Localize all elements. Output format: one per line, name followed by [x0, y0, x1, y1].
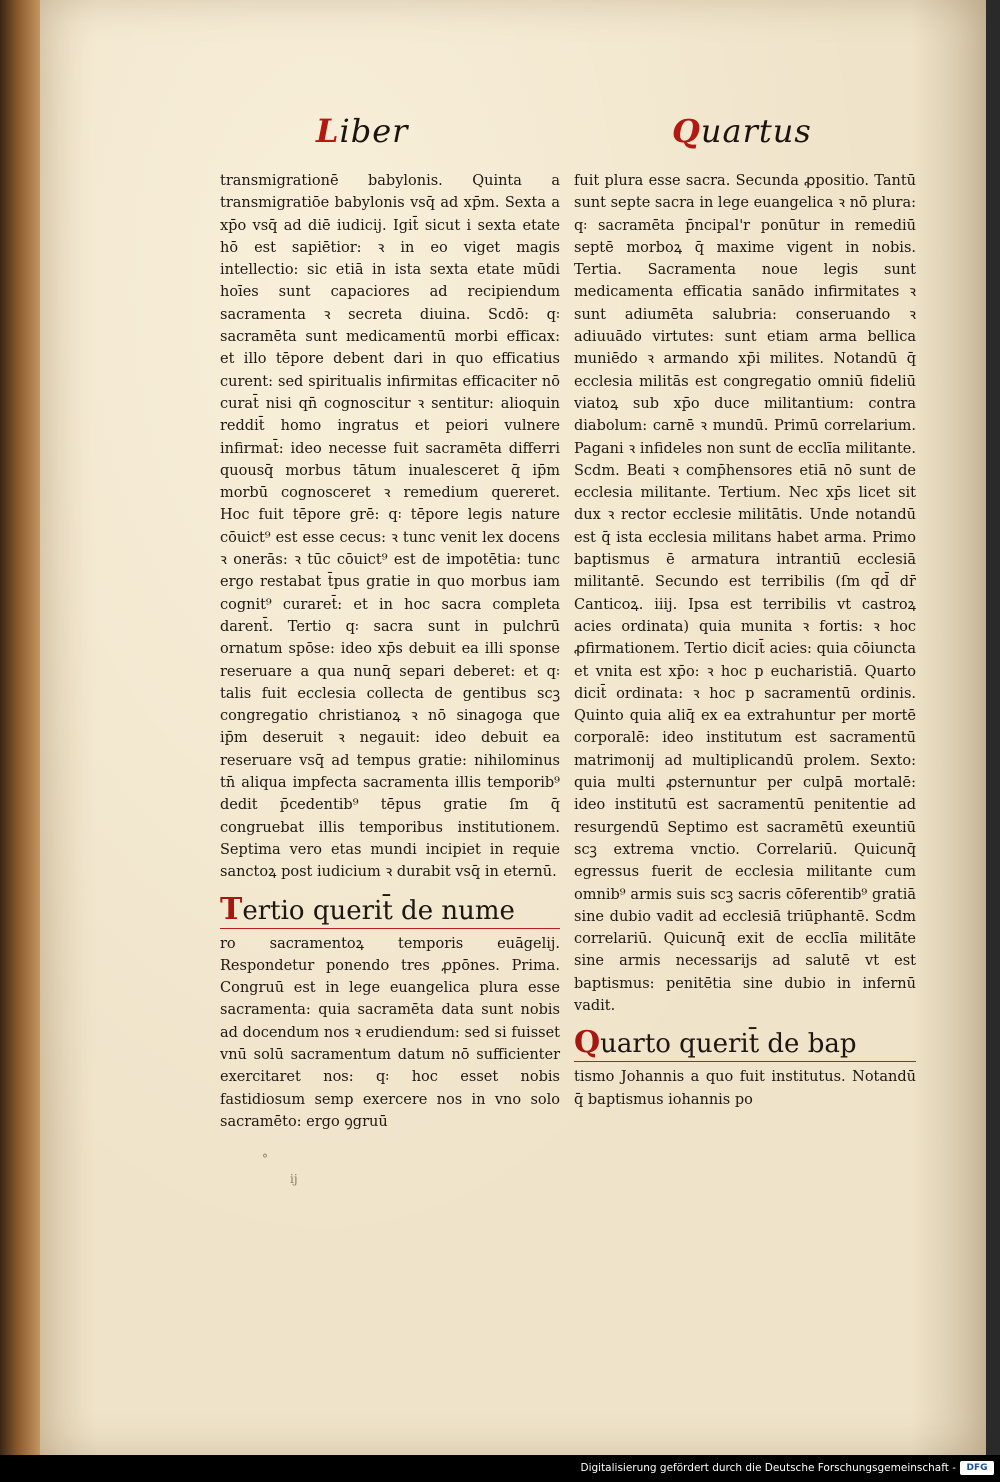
- right-column-body-bottom: tismo Johannis a quo fuit institutus. Notandū q̄ baptismus iohannis po: [574, 1069, 916, 1108]
- running-head-right-text: uartus: [700, 112, 812, 150]
- section-heading-quarto: [574, 1027, 916, 1062]
- running-head-right: [672, 112, 812, 150]
- section-heading-tertio: [220, 894, 560, 929]
- margin-mark-1: °: [262, 1152, 268, 1166]
- book-spine-edge: [0, 0, 40, 1455]
- section-heading-quarto-text: Quarto querit̄ de bap: [574, 1027, 857, 1061]
- text-column-left: [220, 170, 560, 1133]
- running-head-left: [316, 112, 408, 150]
- section-heading-tertio-text: Tertio querit̄ de nume: [220, 893, 515, 927]
- running-head-left-text: iber: [339, 112, 409, 150]
- dfg-logo-icon: DFG: [960, 1461, 994, 1475]
- left-column-body-bottom: ro sacramentoꝝ temporis euāgelij. Respondetur ponendo tres ꝓpōnes. Prima. Congruū est in lege euangelica plura esse sacramenta: quia sacramēta data sunt nobis ad docendum nos ꝛ erudiendum: sed si fuisset vnū solū sacramentum datum nō sufficienter exercitaret nos: q꞉ hoc esset nobis fastidiosum semp exercere nos in vno solo sacramēto: ergo ꝯgruū: [220, 935, 560, 1130]
- scan-border: [986, 0, 1000, 1455]
- footer-credit: Digitalisierung gefördert durch die Deutsche Forschungsgemeinschaft -: [580, 1462, 956, 1474]
- running-head-right-initial: Q: [672, 112, 701, 150]
- margin-mark-2: ij: [290, 1172, 298, 1186]
- left-column-body-top: transmigrationē babylonis. Quinta a transmigratiōe babylonis vsq̄ ad xp̄m. Sexta a xp̄o vsq̄ ad diē iudicij. Igit̄ sicut i sexta etate hō est sapiētior: ꝛ in eo viget magis intellectio: sic etiā in ista sexta etate mūdi hoīes sunt capaciores ad recipiendum sacramenta ꝛ secreta diuina. Scdō: q꞉ sacramēta sunt medicamentū morbi efficax: et illo tēpore debent dari in quo efficatius curent: sed spiritualis infirmitas efficaciter nō curat̄ nisi qn̄ cognoscitur ꝛ sentitur: alioquin reddit̄ homo ingratus et peiori vulnere infirmat̄: ideo necesse fuit sacramēta differri quousq̄ morbus tātum inualesceret q̄ ip̄m morbū cognosceret ꝛ remedium quereret. Hoc fuit tēpore grē: q꞉ tēpore legis nature cōuict⁹ est esse cecus: ꝛ tunc venit lex docens ꝛ onerās: ꝛ tūc cōuict⁹ est de impotētia: tunc ergo restabat t̄pus gratie in quo morbus iam cognit⁹ curaret̄: et in hoc sacra completa darent̄. Tertio q꞉ sacra sunt in pulchrū ornatum spōse: ideo xp̄s debuit ea illi sponse reseruare a qua nunq̄ separi deberet: et q꞉ talis fuit ecclesia collecta de gentibus scꝫ congregatio christianoꝝ ꝛ nō sinagoga que ip̄m deseruit ꝛ negauit: ideo debuit ea reseruare vsq̄ ad tempus gratie: nihilominus tn̄ aliqua impfecta sacramenta illis temporib⁹ dedit p̄cedentib⁹ tēpus gratie ſm q̄ congruebat illis temporibus institutionem. Septima vero etas mundi incipiet in requie sanctoꝝ post iudicium ꝛ durabit vsq̄ in eternū.: [220, 173, 560, 881]
- running-head-left-initial: L: [316, 112, 340, 150]
- text-column-right: [574, 170, 916, 1111]
- right-column-body-top: fuit plura esse sacra. Secunda ꝓpositio. Tantū sunt septe sacra in lege euangelica ꝛ nō plura: q꞉ sacramēta p̄ncipal'r ponūtur in remediū septē morboꝝ q̄ maxime vigent in nobis. Tertia. Sacramenta noue legis sunt medicamenta efficatia sanādo infirmitates ꝛ sunt adiumēta salubria: conseruando ꝛ adiuuādo virtutes: sunt etiam arma bellica muniēdo ꝛ armando xp̄i milites. Notandū q̄ ecclesia militās est congregatio omniū fideliū viatoꝝ sub xp̄o duce militantium: contra diabolum: carnē ꝛ mundū. Primū correlarium. Pagani ꝛ infideles non sunt de ecclīa militante. Scdm. Beati ꝛ comp̄hensores etiā nō sunt de ecclesia militante. Tertium. Nec xp̄s licet sit dux ꝛ rector ecclesie militātis. Unde notandū est q̄ ista ecclesia militans habet arma. Primo baptismus ē armatura intrantiū ecclesiā militantē. Secundo est terribilis (ſm qd̄ dr̄ Canticoꝝ. iiij. Ipsa est terribilis vt castroꝝ acies ordinata) quia munita ꝛ fortis: ꝛ hoc ꝓfirmationem. Tertio dicit̄ acies: quia cōiuncta et vnita est xp̄o: ꝛ hoc p eucharistiā. Quarto dicit̄ ordinata: ꝛ hoc p sacramentū ordinis. Quinto quia aliq̄ ex ea extrahuntur per mortē corporalē: ideo institutum est sacramentū matrimonij ad multiplicandū prolem. Sexto: quia multi ꝓsternuntur per culpā mortalē: ideo institutū est sacramentū penitentie ad resurgendū Septimo est sacramētū exeuntiū scꝫ extrema vnctio. Correlariū. Quicunq̄ egressus fuerit de ecclesia militante cum omnib⁹ armis suis scꝫ sacris cōferentib⁹ gratiā sine dubio vadit ad ecclesiā triūphantē. Scdm correlariū. Quicunq̄ exit de ecclīa militāte sine armis necessarijs ad salutē vt est baptismus: penitētia sine dubio in infernū vadit.: [574, 173, 916, 1014]
